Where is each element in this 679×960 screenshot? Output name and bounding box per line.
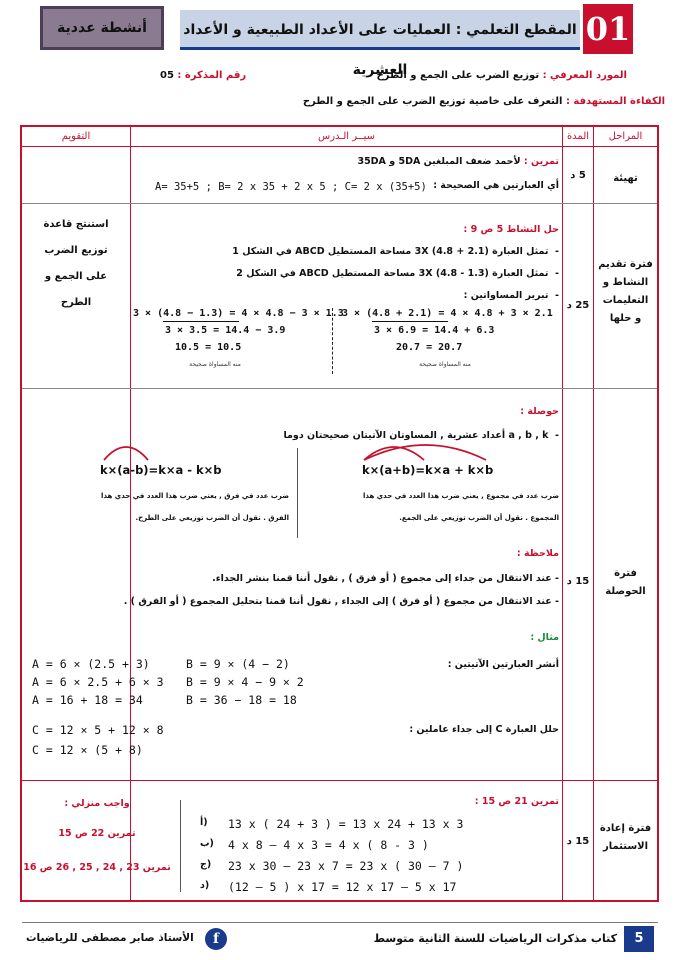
justify-add-line3: 20.7 = 20.7 bbox=[396, 342, 463, 353]
item-marker: د) bbox=[200, 880, 210, 891]
justify-sub-line2: 3 × 3.5 = 14.4 − 3.9 bbox=[165, 325, 286, 336]
phase-reinvest-line: فترة إعادة bbox=[599, 823, 652, 834]
author-name: الأستاذ صابر مصطفى للرياضيات bbox=[26, 932, 194, 944]
evaluation-line: الطرح bbox=[60, 297, 92, 308]
remark-2: - عند الانتقال من مجموع ( أو فرق ) إلى الجداء , نقول أننا قمنا بتحليل المجموع ( أو الفرق ) . bbox=[123, 596, 559, 607]
warmup-exercise bbox=[357, 156, 559, 167]
duration-activity: 25 د bbox=[566, 300, 590, 311]
book-title: كتاب مذكرات الرياضيات للسنة الثانية متوسط bbox=[373, 932, 617, 945]
warmup-exercise-label: تمرين : bbox=[523, 156, 559, 167]
evaluation-activity bbox=[22, 212, 130, 316]
remark-title: ملاحظة : bbox=[516, 548, 559, 559]
sequence-title: المقطع التعلمي : العمليات على الأعداد الطبيعية و الأعداد العشرية bbox=[180, 10, 580, 50]
underline-add bbox=[372, 321, 448, 322]
add-note-2: المجموع . نقول أن الضرب توزيعي على الجمع. bbox=[399, 514, 559, 522]
page-number: 5 bbox=[624, 926, 654, 952]
competence-label: الكفاءة المستهدفة : bbox=[565, 96, 665, 107]
underline-sub bbox=[163, 321, 239, 322]
sub-note-2: الفرق . نقول أن الضرب توزيعي على الطرح. bbox=[135, 514, 289, 522]
activity-bullet-1: - تمثل العبارة (2.1 + 4.8) 3X مساحة المستطيل ABCD في الشكل 1 bbox=[232, 246, 559, 257]
phase-activity-line: التعليمات bbox=[602, 295, 649, 306]
activity-badge: أنشطة عددية bbox=[40, 6, 164, 50]
distribution-arcs bbox=[96, 440, 536, 462]
duration-reinvest: 15 د bbox=[566, 836, 590, 847]
sub-note-1: ضرب عدد في فرق , يعني ضرب هذا العدد في حدي هذا bbox=[101, 492, 289, 500]
phase-activity-line: فترة تقديم bbox=[598, 259, 653, 270]
formula-subtraction: k×(a-b)=k×a - k×b bbox=[100, 463, 222, 477]
justify-add-line2: 3 × 6.9 = 14.4 + 6.3 bbox=[374, 325, 495, 336]
summary-title: حوصلة : bbox=[520, 406, 559, 417]
activity-bullet-3: - تبرير المساواتين : bbox=[463, 290, 559, 301]
example-B bbox=[186, 655, 304, 709]
phase-reinvest bbox=[594, 820, 657, 856]
item-marker: ج) bbox=[200, 859, 212, 870]
competence-line bbox=[303, 96, 665, 107]
item-expression: 4 x 8 – 4 x 3 = 4 x ( 8 - 3 ) bbox=[228, 838, 429, 852]
arc-add-b bbox=[364, 445, 486, 460]
formula-addition: k×(a+b)=k×a + k×b bbox=[362, 463, 494, 477]
item-marker: ب) bbox=[200, 838, 214, 849]
duration-warmup: 5 د bbox=[570, 170, 586, 181]
memo-value: 05 bbox=[160, 70, 174, 81]
item-expression: 13 x ( 24 + 3 ) = 13 x 24 + 13 x 3 bbox=[228, 817, 464, 831]
list-item bbox=[200, 836, 460, 857]
evaluation-line: على الجمع و bbox=[44, 271, 108, 282]
item-expression: 23 x 30 – 23 x 7 = 23 x ( 30 – 7 ) bbox=[228, 859, 464, 873]
competence-value: التعرف على خاصية توزيع الضرب على الجمع و الطرح bbox=[302, 96, 563, 107]
example-C-line: C = 12 × (5 + 8) bbox=[32, 743, 143, 757]
warmup-exercise-text: لأحمد ضعف المبلغين 5DA و 35DA bbox=[357, 156, 521, 167]
example-A-line: A = 16 + 18 = 34 bbox=[32, 693, 143, 707]
resource-line bbox=[376, 70, 627, 81]
activity-title: حل النشاط 5 ص 9 : bbox=[463, 224, 559, 235]
col-header-phases: المراحل bbox=[608, 131, 643, 142]
justify-sub-note: منه المساواة صحيحة bbox=[189, 361, 241, 368]
justify-add-line1: 3 × (4.8 + 2.1) = 4 × 4.8 + 3 × 2.1 bbox=[342, 308, 553, 319]
example-B-line: B = 9 × 4 − 9 × 2 bbox=[186, 675, 304, 689]
list-item bbox=[200, 815, 464, 836]
arc-sub-a bbox=[104, 447, 148, 460]
justify-add-note: منه المساواة صحيحة bbox=[419, 361, 471, 368]
evaluation-line: توزيع الضرب bbox=[44, 245, 108, 256]
summary-text: - a , b , k أعداد عشرية , المساوتان الآتيتان صحيحتان دوما bbox=[283, 430, 559, 441]
col-header-evaluation: التقويم bbox=[61, 131, 91, 142]
col-header-course: سيــر الـدرس bbox=[318, 131, 375, 142]
memo-line bbox=[160, 70, 246, 81]
warmup-expressions: A= 35+5 ; B= 2 x 35 + 2 x 5 ; C= 2 x (35+5) bbox=[155, 181, 427, 193]
warmup-question: أي العبارتين هي الصحيحة : bbox=[433, 180, 559, 191]
phase-warmup: تهيئة bbox=[613, 173, 638, 184]
duration-summary: 15 د bbox=[566, 576, 590, 587]
item-expression: (12 – 5 ) x 17 = 12 x 17 – 5 x 17 bbox=[228, 880, 457, 894]
homework-title: واجب منزلي : bbox=[64, 798, 130, 809]
example-title: مثال : bbox=[530, 632, 559, 643]
reinvest-list bbox=[200, 815, 464, 899]
remark-1: - عند الانتقال من جداء إلى مجموع ( أو فرق ) , نقول أننا قمنا بنشر الجداء. bbox=[212, 573, 559, 584]
example-A bbox=[32, 655, 164, 709]
reinvest-title: تمرين 21 ص 15 : bbox=[474, 796, 559, 807]
resource-label: المورد المعرفي : bbox=[542, 70, 627, 81]
example-instruction-expand: أنشر العبارتين الآتيتين : bbox=[447, 659, 559, 670]
phase-activity bbox=[594, 256, 657, 328]
phase-reinvest-line: الاستثمار bbox=[602, 841, 649, 852]
resource-value: توزيع الضرب على الجمع و الطرح bbox=[376, 70, 540, 81]
evaluation-line: استنتج قاعدة bbox=[43, 219, 109, 230]
example-C-line: C = 12 × 5 + 12 × 8 bbox=[32, 723, 164, 737]
item-marker: أ) bbox=[200, 817, 208, 828]
example-B-line: B = 36 − 18 = 18 bbox=[186, 693, 297, 707]
add-note-1: ضرب عدد في مجموع , يعني ضرب هذا العدد في حدي هذا bbox=[363, 492, 559, 500]
example-A-line: A = 6 × (2.5 + 3) bbox=[32, 657, 150, 671]
homework-1: تمرين 22 ص 15 bbox=[58, 828, 136, 839]
example-A-line: A = 6 × 2.5 + 6 × 3 bbox=[32, 675, 164, 689]
phase-summary bbox=[594, 565, 657, 601]
example-instruction-factor: حلل العبارة C إلى جداء عاملين : bbox=[409, 724, 559, 735]
formula-divider bbox=[297, 448, 298, 538]
example-C bbox=[32, 720, 164, 760]
justify-sub-line3: 10.5 = 10.5 bbox=[175, 342, 242, 353]
activity-bullet-2: - تمثل العبارة (1.3 - 4.8) 3X مساحة المستطيل ABCD في الشكل 2 bbox=[236, 268, 559, 279]
phase-activity-line: النشاط و bbox=[602, 277, 649, 288]
phase-summary-line: الحوصلة bbox=[605, 586, 646, 597]
justify-sub-line1: 3 × (4.8 − 1.3) = 4 × 4.8 − 3 × 1.3 bbox=[133, 308, 344, 319]
example-B-line: B = 9 × (4 − 2) bbox=[186, 657, 290, 671]
phase-summary-line: فترة bbox=[614, 568, 637, 579]
homework-2: تمرين 23 , 24 , 25 , 26 ص 16 bbox=[23, 862, 171, 873]
list-item bbox=[200, 878, 460, 899]
memo-label: رقم المذكرة : bbox=[177, 70, 247, 81]
lesson-number-badge: 01 bbox=[583, 4, 633, 54]
col-header-duration: المدة bbox=[566, 131, 590, 142]
reinvest-divider bbox=[180, 800, 181, 892]
phase-activity-line: و حلها bbox=[609, 313, 642, 324]
facebook-icon[interactable]: f bbox=[205, 928, 227, 950]
list-item bbox=[200, 857, 464, 878]
